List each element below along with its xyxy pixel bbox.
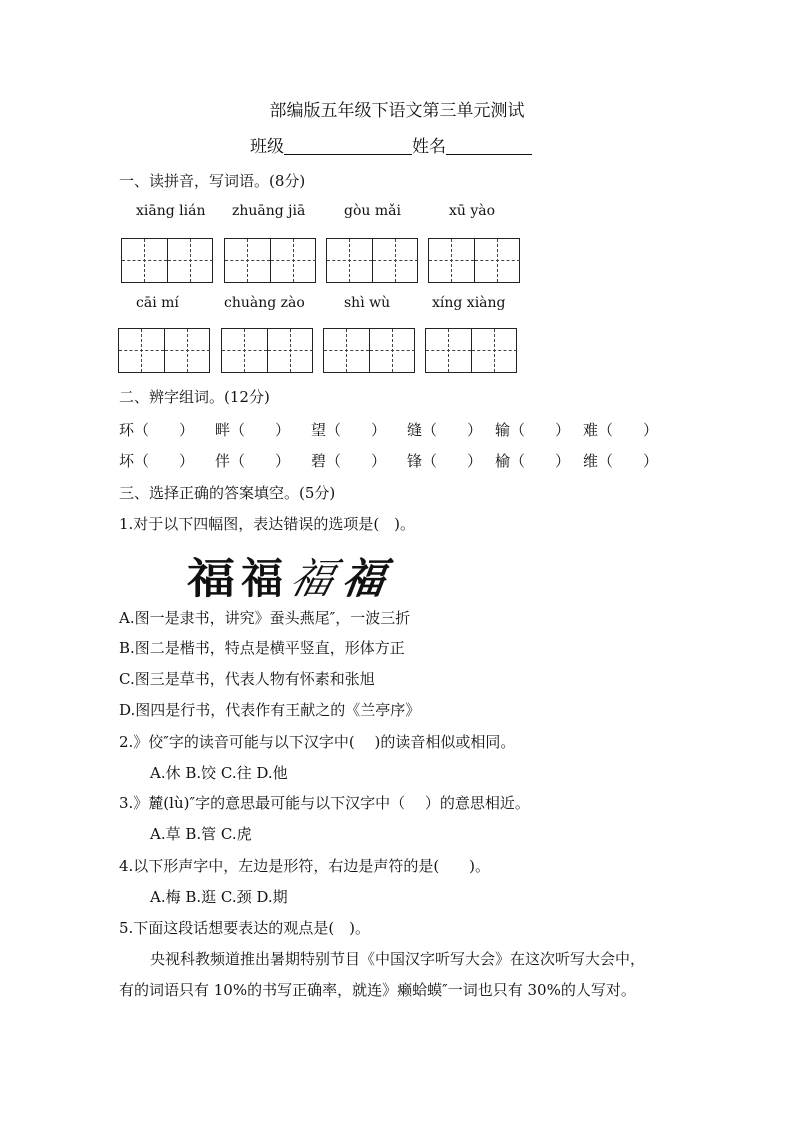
pinyin-label: gòu mǎi [344, 203, 401, 219]
char-group[interactable]: 望（ ） [311, 421, 387, 439]
section3-heading: 三、选择正确的答案填空。(5分) [119, 484, 336, 502]
question-1: 1.对于以下四幅图，表达错误的选项是( )。 [119, 515, 416, 533]
page-title: 部编版五年级下语文第三单元测试 [269, 101, 525, 121]
pinyin-label: xiāng lián [136, 203, 206, 219]
writing-grid[interactable] [121, 238, 213, 283]
char-group[interactable]: 畔（ ） [215, 421, 291, 439]
char: 环 [119, 421, 135, 439]
question-4-options: A.梅 B.逛 C.颈 D.期 [150, 888, 288, 906]
pinyin-label: xū yào [449, 203, 496, 219]
name-blank[interactable] [446, 138, 532, 155]
fu-cursive-script: 福 [285, 554, 340, 603]
char: 锋 [407, 452, 423, 470]
class-name-line [250, 132, 532, 157]
char: 难 [583, 421, 599, 439]
pinyin-label: xíng xiàng [432, 295, 506, 311]
char-group[interactable]: 环（ ） [119, 421, 195, 439]
class-blank[interactable] [284, 138, 412, 155]
question-2-options: A.休 B.饺 C.往 D.他 [150, 764, 288, 782]
question-4: 4.以下形声字中，左边是形符，右边是声符的是( )。 [119, 857, 491, 875]
writing-grid[interactable] [323, 328, 415, 373]
fu-running-script: 福 [339, 554, 389, 603]
char-group[interactable]: 伴（ ） [215, 452, 291, 470]
section2-heading: 二、辨字组词。(12分) [119, 388, 270, 406]
option-d: D.图四是行书，代表作有王献之的《兰亭序》 [119, 701, 421, 719]
writing-grid[interactable] [425, 328, 517, 373]
question-5: 5.下面这段话想要表达的观点是( )。 [119, 919, 371, 937]
char: 维 [583, 452, 599, 470]
char-group[interactable]: 榆（ ） [495, 452, 571, 470]
writing-grid[interactable] [224, 238, 316, 283]
char-group[interactable]: 坏（ ） [119, 452, 195, 470]
char: 坏 [119, 452, 135, 470]
char-group[interactable]: 碧（ ） [311, 452, 387, 470]
name-label: 姓名 [412, 137, 446, 157]
pinyin-label: shì wù [344, 295, 391, 311]
pinyin-label: zhuāng jiā [232, 203, 306, 219]
option-c: C.图三是草书，代表人物有怀素和张旭 [119, 670, 375, 688]
writing-grid[interactable] [326, 238, 418, 283]
calligraphy-images [186, 546, 389, 603]
question-3: 3.》麓(lù)″字的意思最可能与以下汉字中（ ）的意思相近。 [119, 794, 530, 812]
section1-heading: 一、读拼音，写词语。(8分) [119, 172, 306, 190]
pinyin-label: chuàng zào [224, 295, 305, 311]
char-group[interactable]: 缝（ ） [407, 421, 483, 439]
char-group[interactable]: 难（ ） [583, 421, 659, 439]
char: 缝 [407, 421, 423, 439]
option-a: A.图一是隶书，讲究》蚕头燕尾″，一波三折 [119, 609, 411, 627]
char: 畔 [215, 421, 231, 439]
class-label: 班级 [250, 137, 284, 157]
char-group[interactable]: 维（ ） [583, 452, 659, 470]
char-group[interactable]: 锋（ ） [407, 452, 483, 470]
char: 输 [495, 421, 511, 439]
char: 伴 [215, 452, 231, 470]
char-group[interactable]: 输（ ） [495, 421, 571, 439]
question-5-passage-line2: 有的词语只有 10%的书写正确率，就连》癞蛤蟆″一词也只有 30%的人写对。 [119, 981, 636, 999]
fu-clerical-script: 福 [186, 554, 236, 603]
question-2: 2.》佼″字的读音可能与以下汉字中( )的读音相似或相同。 [119, 733, 516, 751]
writing-grid[interactable] [428, 238, 520, 283]
question-3-options: A.草 B.管 C.虎 [150, 825, 252, 843]
char: 榆 [495, 452, 511, 470]
char: 碧 [311, 452, 327, 470]
pinyin-label: cāi mí [136, 295, 179, 311]
question-5-passage-line1: 央视科教频道推出暑期特别节目《中国汉字听写大会》在这次听写大会中， [150, 950, 646, 968]
writing-grid[interactable] [118, 328, 210, 373]
writing-grid[interactable] [221, 328, 313, 373]
fu-regular-script: 福 [241, 557, 284, 603]
option-b: B.图二是楷书，特点是横平竖直，形体方正 [119, 639, 405, 657]
char: 望 [311, 421, 327, 439]
